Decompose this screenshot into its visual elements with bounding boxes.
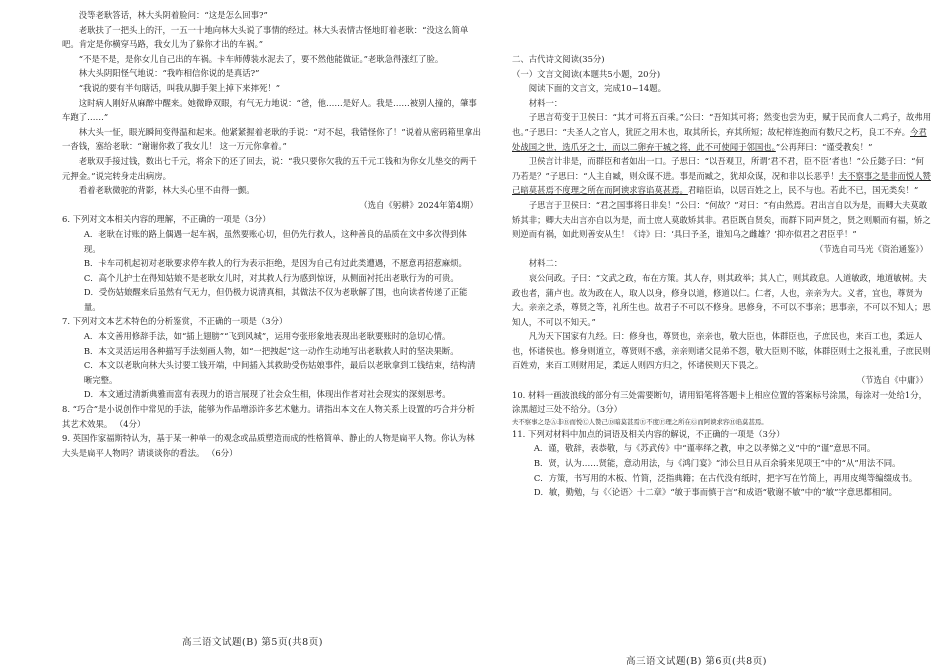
q7-option-a: A．本文善用修辞手法，如“插上翅膀”“飞到风城”，运用夸张形象地表现出老耿要账时的急切心情。: [83, 331, 451, 342]
q6-option-c: C．高个儿护士在得知姑娘不是老耿女儿时，对其救人行为感到惊讶，从侧面衬托出老耿行为的可贵。: [83, 272, 459, 283]
q7-option-b: B．本文灵活运用各种描写手法刻画人物，如“一把拽起”这一动作生动地写出老耿救人时的坚决果断。: [83, 345, 459, 356]
story-paragraph: “我说的要有半句瞎话，叫我从脚手架上掉下来摔死！”: [78, 82, 280, 93]
material-2-paragraph: 哀公问政。子曰：“文武之政，布在方策。其人存，则其政举；其人亡，则其政息。人道敏政，地道敏树。夫政也者，蒲卢也。故为政在人，取人以身，修身以道，修道以仁。仁者，人也，亲亲为大。义者，宜也，尊贤为大。亲亲之杀，尊贤之等，礼所生也。故君子不可以不修身。思修身，不可以不事亲；思事亲，不可以不知人；思知人，不可以不知天。”: [512, 272, 931, 327]
material-2-paragraph: 凡为天下国家有九经。曰：修身也，尊贤也，亲亲也，敬大臣也，体群臣也，子庶民也，来百工也，柔远人也，怀诸侯也。修身则道立，尊贤则不惑，亲亲则诸父昆弟不怨，敬大臣则不眩，体群臣则士之报礼重，子庶民则百姓劝，来百工则财用足，柔远人则四方归之，怀诸侯则天下畏之。: [512, 331, 931, 371]
story-source: （选自《躬耕》2024年第4期）: [359, 199, 478, 210]
page-footer: 高三语文试题(B) 第5页(共8页): [182, 637, 323, 648]
question-10: 10. 材料一画波浪线的部分有三处需要断句，请用铅笔将答题卡上相应位置的答案标号涂黑，每涂对一处给1分，涂黑超过三处不给分。（3分）: [512, 389, 927, 415]
story-paragraph: 这时病人刚好从麻醉中醒来。她微睁双眼，有气无力地说：“爸，他……是好人。我是……被别人撞的，肇事车跑了……”: [62, 97, 477, 123]
wavy-underlined-sentence: 夫不察事之是非而悦人赞己暗莫甚焉不度理之所在而阿谀求容谄莫甚焉。: [512, 170, 931, 196]
q7-option-c: C．本文以老耿向林大头讨要工钱开端，中间插入其救助受伤姑娘事件，最后以老耿拿到工钱结束，结构清晰完整。: [83, 360, 476, 385]
question-stem: 下列对文本相关内容的理解，不正确的一项是（3分）: [72, 214, 271, 225]
question-11: 11. 下列对材料中加点的词语及相关内容的解说，不正确的一项是（3分）: [512, 428, 785, 439]
story-paragraph: 没等老耿答话，林大头阴着脸问：“这是怎么回事?”: [78, 10, 268, 20]
question-8: 8. “巧合”是小说创作中常见的手法，能够为作品增添许多艺术魅力。请指出本文在人物关系上设置的巧合并分析其艺术效果。 （4分）: [62, 404, 475, 429]
story-paragraph: 老耿扶了一把头上的汗，一五一十地向林大头说了事情的经过。林大头表情古怪地盯着老耿：“没这么简单吧。肯定是你横穿马路，我女儿为了躲你才出的车祸。”: [62, 24, 469, 50]
q11-option-b: B．贤，认为……贤能，意动用法，与《鸿门宴》“沛公旦日从百余骑来见项王”中的“从”用法不同。: [533, 458, 901, 469]
material-1-paragraph: 子思言于卫侯曰：“君之国事将日非矣！”公曰：“何故？”对曰：“有由然焉。君出言自以为是，而卿大夫莫敢矫其非；卿大夫出言亦自以为是，而士庶人莫敢矫其非。君臣既自贤矣，而群下同声贤之，贤之则顺而有福，矫之则逆而有祸，如此则善安从生！《诗》曰：‘具曰予圣，谁知乌之雌雄？’抑亦似君之君臣乎！”: [512, 199, 931, 240]
q10-punctuation-line: 夫不察事之是Ⓐ非Ⓑ而悦Ⓒ人赞己Ⓓ暗莫甚焉Ⓔ不度Ⓕ理之所在Ⓖ而阿谀求容Ⓗ谄莫甚焉。: [512, 417, 768, 426]
story-paragraph: 老耿双手接过钱，数出七千元，将余下的还了回去，说：“我只要你欠我的五千元工钱和为你女儿垫交的两千元押金。”说完转身走出病房。: [62, 155, 477, 181]
question-text: “巧合”是小说创作中常见的手法，能够为作品增添许多艺术魅力。请指出本文在人物关系上设置的巧合并分析其艺术效果。 （4分）: [62, 404, 475, 429]
question-text: 英国作家福斯特认为，基于某一种单一的观念或品质塑造而成的性格简单、静止的人物是扁平人物。你认为林大头是扁平人物吗？请谈谈你的看法。 （6分）: [62, 433, 475, 458]
material-1-paragraph: 子思言苟变于卫侯曰：“其才可将五百乘。”公曰：“吾知其可将；然变也尝为吏，赋于民而食人二鸡子，故弗用也。”子思曰：“夫圣人之官人，犹匠之用木也，取其所长，弃其所短；故杞梓连抱而有数尺之朽，良工不弃。今君处战国之世，选爪牙之士，而以二卵弃干城之将，此不可使闻于邻国也。”公再拜曰：“谨受教矣！”: [512, 112, 932, 152]
q11-option-a: A．谨，敬辞，表恭敬，与《苏武传》中“谨率绎之教，申之以孝悌之义”中的“谨”意思不同。: [533, 443, 876, 454]
section-title: 二、古代诗文阅读(35分): [512, 54, 605, 64]
q6-option-a: A．老耿在讨账的路上偶遇一起车祸，虽然要账心切，但仍先行救人，这种善良的品质在文中多次得到体现。: [83, 228, 467, 254]
page-footer: 高三语文试题(B) 第6页(共8页): [626, 656, 767, 667]
question-stem: 下列对材料中加点的词语及相关内容的解说，不正确的一项是（3分）: [528, 428, 785, 439]
q11-option-c: C．方策，书写用的木板、竹简，泛指典籍；在古代没有纸时，把字写在竹简上，再用皮绳等编缀成书。: [533, 472, 918, 483]
question-7: 7. 下列对文本艺术特色的分析鉴赏，不正确的一项是（3分）: [62, 316, 288, 327]
underlined-sentence: 今君处战国之世，选爪牙之士，而以二卵弃干城之将，此不可使闻于邻国也。: [512, 126, 927, 152]
right-page: [512, 0, 932, 672]
left-page: [62, 0, 482, 672]
material-1-paragraph: 卫侯言计非是，而群臣和者如出一口。子思曰：“以吾观卫，所谓‘君不君，臣不臣’者也！”公丘懿子曰：“何乃若是？”子思曰：“人主自臧，则众谋不进。事是而臧之，犹却众谋，况和非以长恶乎！夫不察事之是非而悦人赞己暗莫甚焉不度理之所在而阿谀求容谄莫甚焉。君暗臣谄，以居百姓之上，民不与也。若此不已，国无类矣！”: [512, 156, 931, 196]
q6-option-d: D．受伤姑娘醒来后虽然有气无力，但仍极力说清真相，其做法不仅为老耿解了围，也向读者传递了正能量。: [83, 287, 468, 312]
subsection-title: （一）文言文阅读(本题共5小题，20分): [512, 68, 661, 79]
q11-option-d: D．敏，勤勉，与《〈论语〉十二章》“敏于事而慎于言”和成语“敬谢不敏”中的“敏”字意思都相同。: [533, 487, 898, 498]
q7-option-d: D．本文通过清新典雅而富有表现力的语言展现了社会众生相，体现出作者对社会现实的深刻思考。: [83, 389, 451, 400]
story-paragraph: 林大头阴阳怪气地说：“我咋相信你说的是真话?”: [78, 68, 260, 79]
story-paragraph: 看着老耿微驼的背影，林大头心里不由得一颤。: [78, 185, 255, 196]
material-1-source: （节选自司马光《资治通鉴》）: [814, 243, 928, 254]
material-1-label: 材料一：: [528, 97, 563, 108]
story-paragraph: 林大头一怔，眼光瞬间变得温和起来。他紧紧握着老耿的手说：“对不起，我错怪你了！”说着从密码箱里拿出一沓钱，塞给老耿：“谢谢你救了我女儿！ 这一万元你拿着。”: [62, 126, 481, 152]
question-stem: 下列对文本艺术特色的分析鉴赏，不正确的一项是（3分）: [72, 316, 288, 327]
material-2-source: （节选自《中庸》）: [856, 375, 928, 386]
question-text: 材料一画波浪线的部分有三处需要断句，请用铅笔将答题卡上相应位置的答案标号涂黑，每涂对一处给1分，涂黑超过三处不给分。（3分）: [512, 389, 927, 415]
story-paragraph: “不是不是，是你女儿自己出的车祸。卡车师傅装水泥去了，要不然他能做证。”老耿急得涨红了脸。: [78, 53, 444, 64]
q6-option-b: B．卡车司机起初对老耿要求停车救人的行为表示拒绝，是因为自己有过此类遭遇，不愿意再招惹麻烦。: [83, 258, 467, 269]
question-6: 6. 下列对文本相关内容的理解，不正确的一项是（3分）: [62, 214, 271, 225]
instruction: 阅读下面的文言文，完成10~14题。: [528, 83, 667, 94]
material-2-label: 材料二：: [528, 258, 563, 269]
question-9: 9. 英国作家福斯特认为，基于某一种单一的观念或品质塑造而成的性格简单、静止的人物是扁平人物。你认为林大头是扁平人物吗？请谈谈你的看法。 （6分）: [62, 433, 475, 458]
